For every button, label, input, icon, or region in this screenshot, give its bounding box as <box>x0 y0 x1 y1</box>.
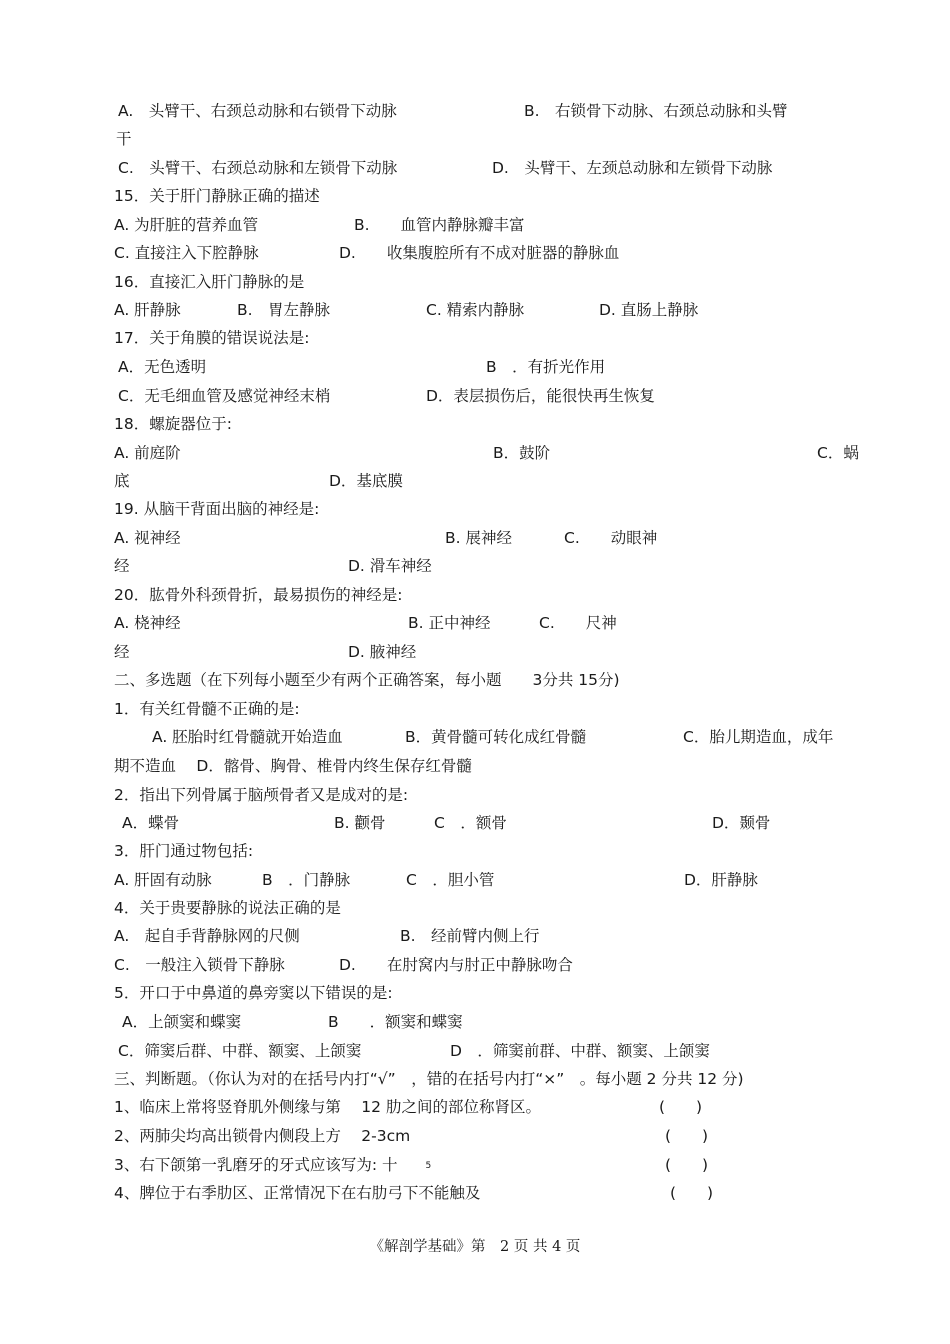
m2-option-b: B. 颧骨 <box>334 814 386 832</box>
m1-option-a: A. 胚胎时红骨髓就开始造血 <box>152 728 343 746</box>
q20-option-b: B. 正中神经 <box>408 614 491 632</box>
m5-option-c: C．筛窦后群、中群、额窦、上颌窦 <box>118 1042 362 1060</box>
m3-option-d: D．肝静脉 <box>684 871 758 889</box>
m5-stem: 5．开口于中鼻道的鼻旁窦以下错误的是: <box>114 984 393 1002</box>
m4-option-c: C. 一般注入锁骨下静脉 <box>114 956 285 974</box>
m3-option-b: B ．门静脉 <box>262 871 351 889</box>
q17-option-b: B ．有折光作用 <box>486 358 606 376</box>
m5-option-b: B ．额窦和蝶窦 <box>328 1013 463 1031</box>
m2-option-d: D．颞骨 <box>712 814 771 832</box>
q14-option-d: D. 头臂干、左颈总动脉和左锁骨下动脉 <box>492 159 773 177</box>
q17-option-a: A．无色透明 <box>118 358 207 376</box>
m2-option-a: A．蝶骨 <box>122 814 180 832</box>
q17-stem: 17．关于角膜的错误说法是: <box>114 329 310 347</box>
section-3-heading: 三、判断题。（你认为对的在括号内打“√” ，错的在括号内打“×” 。每小题 2 分共 12 分) <box>114 1070 744 1088</box>
q19-option-c: C. 动眼神 <box>564 529 658 547</box>
j2-answer-paren: ( ) <box>665 1127 709 1145</box>
tooth-notation-superscript: 5 <box>425 1161 432 1171</box>
q20-option-c: C. 尺神 <box>539 614 617 632</box>
m4-option-b: B. 经前臂内侧上行 <box>400 927 540 945</box>
q15-option-b: B. 血管内静脉瓣丰富 <box>354 216 525 234</box>
j3-statement <box>114 1155 431 1178</box>
section-2-heading: 二、多选题（在下列每小题至少有两个正确答案，每小题 3分共 15分) <box>114 671 620 689</box>
q15-option-a: A. 为肝脏的营养血管 <box>114 216 259 234</box>
q19-option-c-continued: 经 <box>114 557 130 575</box>
m3-stem: 3．肝门通过物包括: <box>114 842 254 860</box>
q20-option-c-continued: 经 <box>114 643 130 661</box>
j1-statement: 1、临床上常将竖脊肌外侧缘与第 12 肋之间的部位称肾区。 <box>114 1098 541 1116</box>
m1-option-d-line: 期不造血 D．髂骨、胸骨、椎骨内终生保存红骨髓 <box>114 757 472 775</box>
q15-stem: 15．关于肝门静脉正确的描述 <box>114 187 320 205</box>
m3-option-a: A. 肝固有动脉 <box>114 871 212 889</box>
m2-option-c: C ．额骨 <box>434 814 507 832</box>
m1-stem: 1．有关红骨髓不正确的是: <box>114 700 300 718</box>
q16-option-c: C. 精索内静脉 <box>426 301 525 319</box>
m1-option-c: C．胎儿期造血，成年 <box>683 728 834 746</box>
q20-option-d: D. 腋神经 <box>348 643 417 661</box>
m5-option-d: D ．筛窦前群、中群、额窦、上颌窦 <box>450 1042 710 1060</box>
q19-option-b: B. 展神经 <box>445 529 512 547</box>
q18-option-c: C．蜗 <box>817 444 859 462</box>
q19-option-d: D. 滑车神经 <box>348 557 432 575</box>
q16-option-b: B. 胃左静脉 <box>237 301 331 319</box>
q20-stem: 20．肱骨外科颈骨折，最易损伤的神经是: <box>114 586 403 604</box>
j3-text: 3、右下颌第一乳磨牙的牙式应该写为: 十 <box>114 1156 398 1174</box>
m5-option-a: A．上颌窦和蝶窦 <box>122 1013 242 1031</box>
j2-statement: 2、两肺尖均高出锁骨内侧段上方 2-3cm <box>114 1127 411 1145</box>
j1-answer-paren: ( ) <box>659 1098 703 1116</box>
q17-option-c: C．无毛细血管及感觉神经末梢 <box>118 387 331 405</box>
q16-option-a: A. 肝静脉 <box>114 301 181 319</box>
m4-stem: 4．关于贵要静脉的说法正确的是 <box>114 899 341 917</box>
m4-option-d: D. 在肘窝内与肘正中静脉吻合 <box>339 956 573 974</box>
m3-option-c: C ．胆小管 <box>406 871 495 889</box>
q15-option-d: D. 收集腹腔所有不成对脏器的静脉血 <box>339 244 620 262</box>
q19-option-a: A. 视神经 <box>114 529 181 547</box>
q19-stem: 19. 从脑干背面出脑的神经是: <box>114 500 320 518</box>
q14-option-b: B. 右锁骨下动脉、右颈总动脉和头臂 <box>524 102 788 120</box>
q15-option-c: C. 直接注入下腔静脉 <box>114 244 259 262</box>
m2-stem: 2．指出下列骨属于脑颅骨者又是成对的是: <box>114 786 409 804</box>
j4-statement: 4、脾位于右季肋区、正常情况下在右肋弓下不能触及 <box>114 1184 481 1202</box>
m1-option-b: B．黄骨髓可转化成红骨髓 <box>405 728 587 746</box>
q20-option-a: A. 桡神经 <box>114 614 181 632</box>
q17-option-d: D．表层损伤后，能很快再生恢复 <box>426 387 655 405</box>
q14-option-a: A. 头臂干、右颈总动脉和右锁骨下动脉 <box>118 102 397 120</box>
j4-answer-paren: ( ) <box>670 1184 714 1202</box>
m4-option-a: A. 起自手背静脉网的尺侧 <box>114 927 300 945</box>
j3-answer-paren: ( ) <box>665 1156 709 1174</box>
q14-option-b-continued: 干 <box>116 130 132 148</box>
q16-option-d: D. 直肠上静脉 <box>599 301 699 319</box>
q18-option-d: D．基底膜 <box>329 472 403 490</box>
q18-option-a: A. 前庭阶 <box>114 444 181 462</box>
q16-stem: 16．直接汇入肝门静脉的是 <box>114 273 305 291</box>
q18-option-b: B．鼓阶 <box>493 444 551 462</box>
q18-option-c-continued: 底 <box>114 472 130 490</box>
page-footer: 《解剖学基础》第 2 页 共 4 页 <box>369 1239 581 1255</box>
q14-option-c: C. 头臂干、右颈总动脉和左锁骨下动脉 <box>118 159 398 177</box>
q18-stem: 18．螺旋器位于: <box>114 415 232 433</box>
